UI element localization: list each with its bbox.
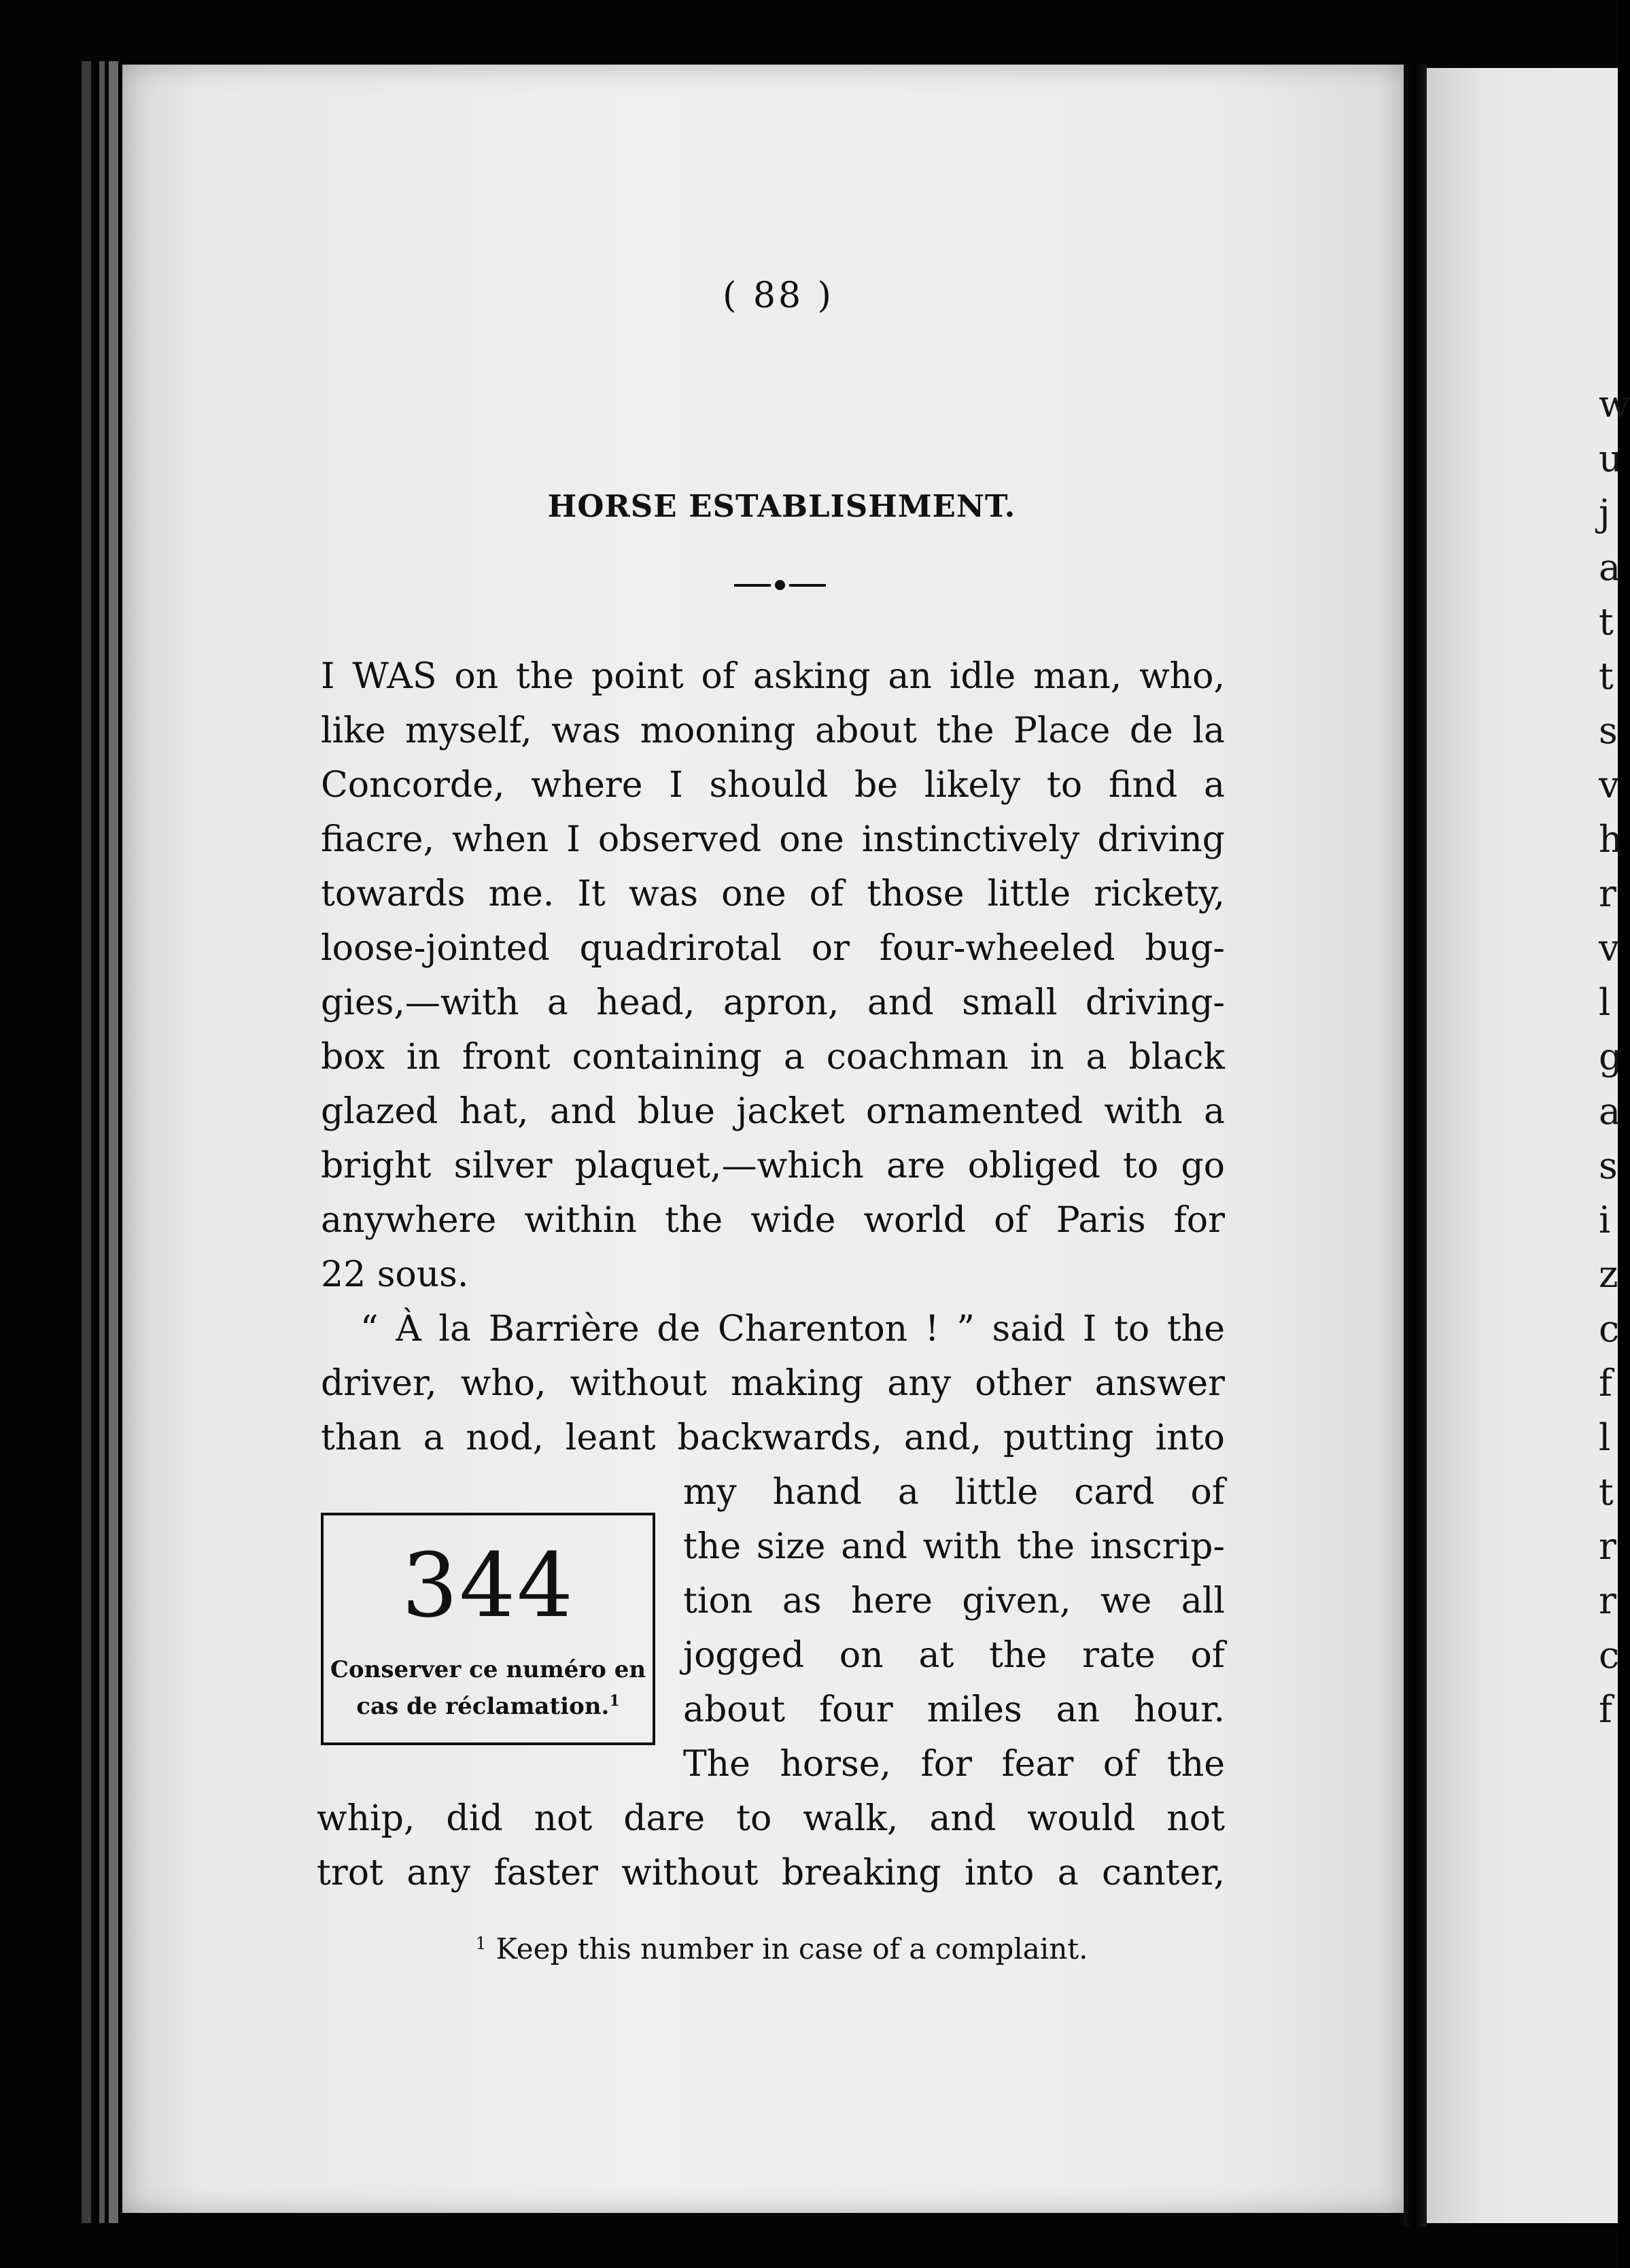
facing-page-letter: r	[1599, 872, 1616, 915]
facing-page-letter: g	[1599, 1035, 1623, 1078]
text-line: Concorde, where I should be likely to find a	[321, 765, 1225, 806]
text-line: anywhere within the wide world of Paris for	[321, 1200, 1225, 1241]
facing-page-letter: a	[1599, 546, 1621, 589]
text-line: the size and with the inscrip-	[683, 1526, 1225, 1567]
facing-page-letter: v	[1599, 927, 1620, 969]
facing-page-letter: t	[1599, 1471, 1614, 1513]
facing-page-letter: f	[1599, 1688, 1612, 1731]
footnote-mark: 1	[475, 1934, 487, 1954]
text-line: tion as here given, we all	[683, 1581, 1225, 1621]
text-line: gies,—with a head, apron, and small driving-	[321, 982, 1225, 1023]
text-line: than a nod, leant backwards, and, putting into	[321, 1418, 1225, 1458]
facing-page-letter: h	[1599, 818, 1623, 861]
page-gutter	[1404, 65, 1427, 2227]
facing-page-letter: t	[1599, 655, 1614, 698]
chapter-title: HORSE ESTABLISHMENT.	[547, 488, 1016, 524]
facing-page-letter: f	[1599, 1362, 1612, 1405]
facing-page-letter: l	[1599, 1416, 1611, 1459]
text-line: 22 sous.	[321, 1254, 469, 1295]
footnote-reference: 1	[609, 1692, 620, 1710]
text-line: like myself, was mooning about the Place de la	[321, 710, 1225, 751]
facing-page-letter: w	[1599, 383, 1630, 426]
text-line: “ À la Barrière de Charenton ! ” said I to the	[360, 1309, 1225, 1350]
facing-page-letter: s	[1599, 1144, 1618, 1187]
text-line: glazed hat, and blue jacket ornamented with a	[321, 1091, 1225, 1132]
facing-page-letter: v	[1599, 763, 1620, 806]
ticket-caption: cas de réclamation.$^1$	[356, 1692, 620, 1721]
footnote	[0, 1932, 1563, 1965]
facing-page-letter: j	[1599, 492, 1610, 534]
text-line: trot any faster without breaking into a canter,	[317, 1853, 1225, 1893]
text-line: I WAS on the point of asking an idle man, who,	[321, 656, 1225, 697]
ticket-number: 344	[401, 1534, 575, 1637]
text-line: whip, did not dare to walk, and would not	[317, 1798, 1225, 1839]
footnote-text: Keep this number in case of a complaint.	[496, 1932, 1088, 1965]
text-line: my hand a little card of	[683, 1472, 1225, 1513]
facing-page-letter: r	[1599, 1579, 1616, 1622]
text-line: driver, who, without making any other answer	[321, 1363, 1225, 1404]
facing-page-letter: a	[1599, 1090, 1621, 1133]
text-line: The horse, for fear of the	[683, 1744, 1225, 1785]
text-line: box in front containing a coachman in a black	[321, 1037, 1225, 1078]
facing-page-letter: u	[1599, 437, 1623, 480]
facing-page-letter: i	[1599, 1199, 1611, 1241]
page-number: ( 88 )	[723, 275, 834, 316]
binding-edge	[99, 61, 105, 2223]
facing-page-letter: c	[1599, 1634, 1620, 1677]
facing-page-letter: c	[1599, 1307, 1620, 1350]
binding-edge	[109, 61, 118, 2223]
facing-page-letter: s	[1599, 709, 1618, 752]
binding-edge	[82, 61, 91, 2223]
ticket-caption: Conserver ce numéro en	[330, 1656, 646, 1683]
facing-page-letter: z	[1599, 1253, 1618, 1296]
text-line: jogged on at the rate of	[683, 1635, 1225, 1676]
title-ornament	[734, 578, 826, 591]
text-line: about four miles an hour.	[683, 1689, 1225, 1730]
facing-page-letter: t	[1599, 600, 1614, 643]
facing-page-edge	[1427, 68, 1621, 2223]
text-line: bright silver plaquet,—which are obliged to go	[321, 1146, 1225, 1186]
facing-page-letter: r	[1599, 1525, 1616, 1568]
text-line: towards me. It was one of those little rickety,	[321, 874, 1225, 914]
text-line: fiacre, when I observed one instinctively driving	[321, 819, 1225, 860]
fiacre-ticket	[321, 1513, 655, 1745]
text-line: loose-jointed quadrirotal or four-wheeled bug-	[321, 928, 1225, 969]
facing-page-letter: l	[1599, 981, 1611, 1024]
